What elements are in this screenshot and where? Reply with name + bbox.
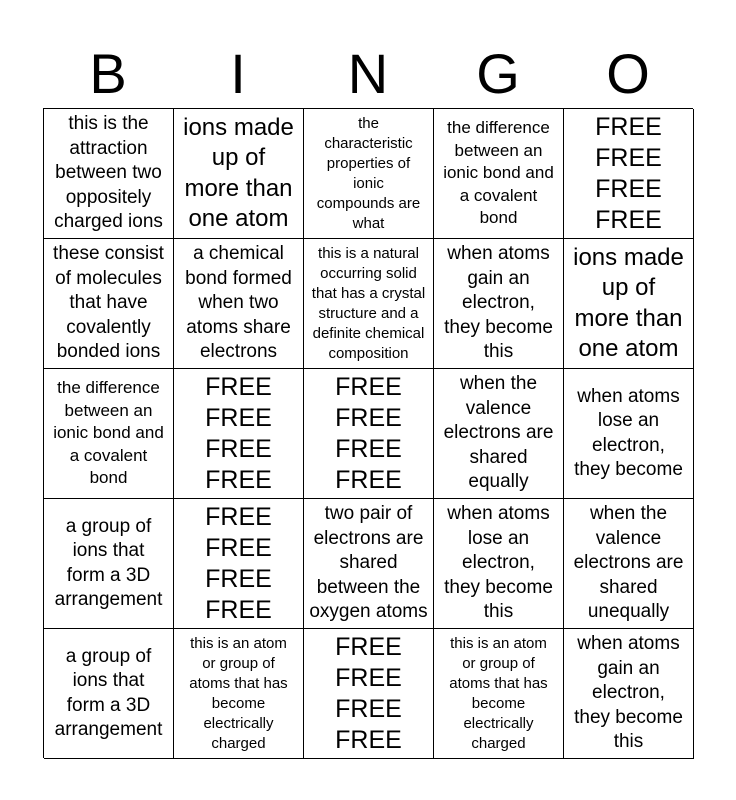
cell-text: FREE FREE FREE FREE	[205, 372, 272, 494]
cell-text: a chemical bond formed when two atoms share electrons	[185, 243, 292, 363]
cell-text: when atoms lose an electron, they become	[574, 385, 683, 480]
bingo-cell	[304, 239, 434, 369]
cell-text: when the valence electrons are shared equally	[443, 373, 554, 493]
bingo-cell	[304, 109, 434, 239]
cell-text: ions made up of more than one atom	[573, 243, 684, 362]
free-space-cell	[564, 109, 694, 239]
cell-text: FREE FREE FREE FREE	[595, 112, 662, 234]
bingo-cell	[174, 239, 304, 369]
cell-text: a group of ions that form a 3D arrangement	[54, 515, 163, 610]
bingo-cell	[564, 369, 694, 499]
bingo-cell	[564, 629, 694, 759]
cell-text: this is a natural occurring solid that has a crystal structure and a definite chemical composition	[311, 244, 426, 362]
bingo-cell	[44, 109, 174, 239]
cell-text: when atoms gain an electron, they become this	[574, 633, 683, 753]
cell-text: this is an atom or group of atoms that has become electrically charged	[189, 634, 288, 752]
bingo-cell	[44, 499, 174, 629]
header-letter-i: I	[230, 42, 246, 105]
header-letter-o: O	[606, 42, 650, 105]
cell-text: the characteristic properties of ionic compounds are what	[316, 114, 421, 232]
bingo-card-grid	[43, 108, 693, 758]
cell-text: FREE FREE FREE FREE	[335, 632, 402, 754]
bingo-cell	[44, 629, 174, 759]
header-letter-g: G	[476, 42, 520, 105]
cell-text: when atoms lose an electron, they become this	[444, 503, 553, 623]
cell-text: FREE FREE FREE FREE	[335, 372, 402, 494]
cell-text: the difference between an ionic bond and a covalent bond	[53, 378, 164, 488]
cell-text: ions made up of more than one atom	[183, 113, 294, 232]
cell-text: two pair of electrons are shared between the oxygen atoms	[309, 503, 428, 623]
cell-text: when the valence electrons are shared unequally	[573, 503, 684, 623]
header-letter-b: B	[89, 42, 127, 105]
cell-text: this is an atom or group of atoms that has become electrically charged	[449, 634, 548, 752]
bingo-cell	[44, 239, 174, 369]
bingo-cell	[434, 109, 564, 239]
bingo-cell	[304, 499, 434, 629]
bingo-cell	[434, 369, 564, 499]
cell-text: a group of ions that form a 3D arrangement	[54, 645, 163, 740]
bingo-cell	[434, 239, 564, 369]
free-space-cell	[174, 369, 304, 499]
cell-text: FREE FREE FREE FREE	[205, 502, 272, 624]
free-space-cell	[304, 369, 434, 499]
free-space-cell	[304, 629, 434, 759]
free-space-cell	[174, 499, 304, 629]
cell-text: this is the attraction between two oppositely charged ions	[54, 113, 163, 233]
bingo-cell	[564, 239, 694, 369]
bingo-cell	[44, 369, 174, 499]
bingo-cell	[174, 629, 304, 759]
cell-text: when atoms gain an electron, they become this	[444, 243, 553, 363]
cell-text: these consist of molecules that have covalently bonded ions	[53, 243, 164, 363]
header-letter-n: N	[347, 42, 389, 105]
bingo-cell	[564, 499, 694, 629]
bingo-cell	[434, 499, 564, 629]
cell-text: the difference between an ionic bond and a covalent bond	[443, 118, 554, 228]
bingo-header	[43, 40, 693, 108]
bingo-cell	[434, 629, 564, 759]
bingo-cell	[174, 109, 304, 239]
